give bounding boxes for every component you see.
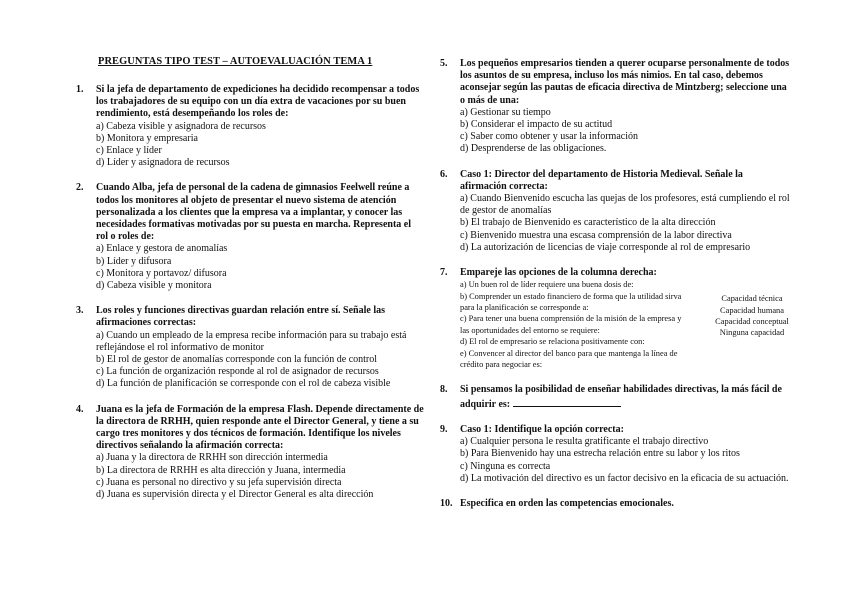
question-2: [76, 182, 424, 292]
option: b) La directora de RRHH es alta dirección y Juana, intermedia: [96, 464, 346, 476]
question-1: [76, 84, 424, 169]
matching-choice: Capacidad técnica: [721, 294, 783, 304]
question-number: 2.: [76, 182, 84, 194]
option: c) Juana es personal no directivo y su jefa supervisión directa: [96, 476, 342, 488]
option: c) Saber como obtener y usar la información: [460, 131, 638, 143]
question-number: 4.: [76, 403, 84, 415]
right-column: [440, 58, 790, 523]
page-title: PREGUNTAS TIPO TEST – AUTOEVALUACIÓN TEMA 1: [98, 56, 373, 67]
option: a) Cualquier persona le resulta gratificante el trabajo directivo: [460, 436, 709, 448]
question-number: 5.: [440, 58, 448, 69]
option: c) Bienvenido muestra una escasa comprensión de la labor directiva: [460, 229, 732, 241]
option: a) Gestionar su tiempo: [460, 106, 551, 118]
option: d) Cabeza visible y monitora: [96, 280, 212, 292]
question-4: [76, 404, 424, 502]
question-9: [440, 424, 790, 485]
option: b) Monitora y empresaria: [96, 132, 198, 144]
question-7: [440, 267, 790, 370]
question-number: 9.: [440, 423, 448, 435]
option: d) Desprenderse de las obligaciones.: [460, 143, 607, 155]
option: b) Considerar el impacto de su actitud: [460, 119, 613, 131]
question-number: 8.: [440, 383, 448, 395]
option: d) Líder y asignadora de recursos: [96, 157, 230, 169]
option: d) La autorización de licencias de viaje corresponde al rol de empresario: [460, 241, 751, 253]
question-6: [440, 169, 790, 254]
matching-statement: c) Para tener una buena comprensión de la misión de la empresa y las oportunidades del entorno se requiere:: [460, 314, 682, 335]
question-stem: Los roles y funciones directivas guardan relación entre sí. Señale las afirmaciones correctas:: [96, 305, 385, 329]
option: a) Cabeza visible y asignadora de recursos: [96, 120, 266, 132]
option: b) Para Bienvenido hay una estrecha relación entre su labor y los ritos: [460, 448, 740, 460]
question-number: 10.: [440, 497, 453, 509]
question-3: [76, 305, 424, 390]
option: b) Líder y difusora: [96, 255, 172, 267]
answer-blank[interactable]: [513, 396, 621, 407]
question-8: [440, 384, 790, 411]
option: d) La función de planificación se corresponde con el rol de cabeza visible: [96, 378, 391, 390]
question-stem: Empareje las opciones de la columna derecha:: [460, 267, 657, 279]
option: b) El rol de gestor de anomalías corresponde con la función de control: [96, 354, 378, 366]
matching-statement: e) Convencer al director del banco para que mantenga la línea de crédito para negociar es:: [460, 348, 678, 370]
matching-statement: d) El rol de empresario se relaciona positivamente con:: [460, 337, 645, 347]
question-stem: Cuando Alba, jefa de personal de la cadena de gimnasios Feelwell reúne a todos los monitores al objeto de presentar el nuevo sistema de atención personalizada a los clientes que la empresa va a implantar, y conocer las necesidades formativas motivadas por su puesta en marcha. Representa el rol o roles de:: [96, 182, 411, 243]
question-number: 7.: [440, 267, 448, 279]
option: c) Enlace y líder: [96, 145, 162, 157]
matching-statement: b) Comprender un estado financiero de forma que la utilidad sirva para la planificación se corresponde a:: [460, 291, 682, 313]
matching-block: [460, 279, 790, 370]
left-column: [76, 84, 424, 514]
question-number: 3.: [76, 305, 84, 317]
question-5: [440, 58, 790, 156]
option: d) Juana es supervisión directa y el Director General es alta dirección: [96, 489, 374, 501]
option: a) Enlace y gestora de anomalías: [96, 243, 228, 255]
matching-statement: a) Un buen rol de líder requiere una buena dosis de:: [460, 280, 634, 290]
matching-statements: [460, 279, 692, 370]
option: c) Ninguna es correcta: [460, 460, 551, 472]
question-stem: Especifica en orden las competencias emocionales.: [460, 497, 674, 509]
option: a) Juana y la directora de RRHH son dirección intermedia: [96, 452, 328, 464]
question-number: 1.: [76, 84, 84, 95]
option: c) La función de organización responde al rol de asignador de recursos: [96, 366, 379, 378]
option: b) El trabajo de Bienvenido es característico de la alta dirección: [460, 217, 716, 229]
option: a) Cuando Bienvenido escucha las quejas de los profesores, está cumpliendo el rol de gestor de anomalías: [460, 193, 790, 217]
matching-choices: [704, 293, 800, 339]
matching-choice: Capacidad humana: [720, 305, 784, 315]
question-stem: Si pensamos la posibilidad de enseñar habilidades directivas, la más fácil de adquirir es:: [460, 383, 782, 410]
question-stem: Caso 1: Director del departamento de Historia Medieval. Señale la afirmación correcta:: [460, 168, 743, 192]
matching-choice: Ninguna capacidad: [719, 328, 785, 338]
option: d) La motivación del directivo es un factor decisivo en la eficacia de su actuación.: [460, 472, 789, 484]
question-stem: Juana es la jefa de Formación de la empresa Flash. Depende directamente de la directora de RRHH, quien responde ante el Director General, y tiene a su cargo tres monitores y dos técnicos de formación. Identifique los niveles directivos señalando la afirmación correcta:: [96, 403, 424, 452]
matching-choice: Capacidad conceptual: [715, 317, 789, 327]
question-10: [440, 498, 790, 510]
question-number: 6.: [440, 168, 448, 180]
option: a) Cuando un empleado de la empresa recibe información para su trabajo está reflejándose el rol informativo de monitor: [96, 329, 407, 353]
option: c) Monitora y portavoz/ difusora: [96, 267, 227, 279]
question-stem: Los pequeños empresarios tienden a querer ocuparse personalmente de todos los asuntos de su empresa, incluso los más nimios. En tal caso, debemos aconsejar según las pautas de eficacia directiva de Mintzberg; seleccione una o más de una:: [460, 58, 790, 106]
question-stem: Caso 1: Identifique la opción correcta:: [460, 423, 624, 435]
question-stem: Si la jefa de departamento de expediciones ha decidido recompensar a todos los trabajadores de su equipo con un día extra de vacaciones por su buen rendimiento, está desempeñando los roles de:: [96, 84, 420, 120]
